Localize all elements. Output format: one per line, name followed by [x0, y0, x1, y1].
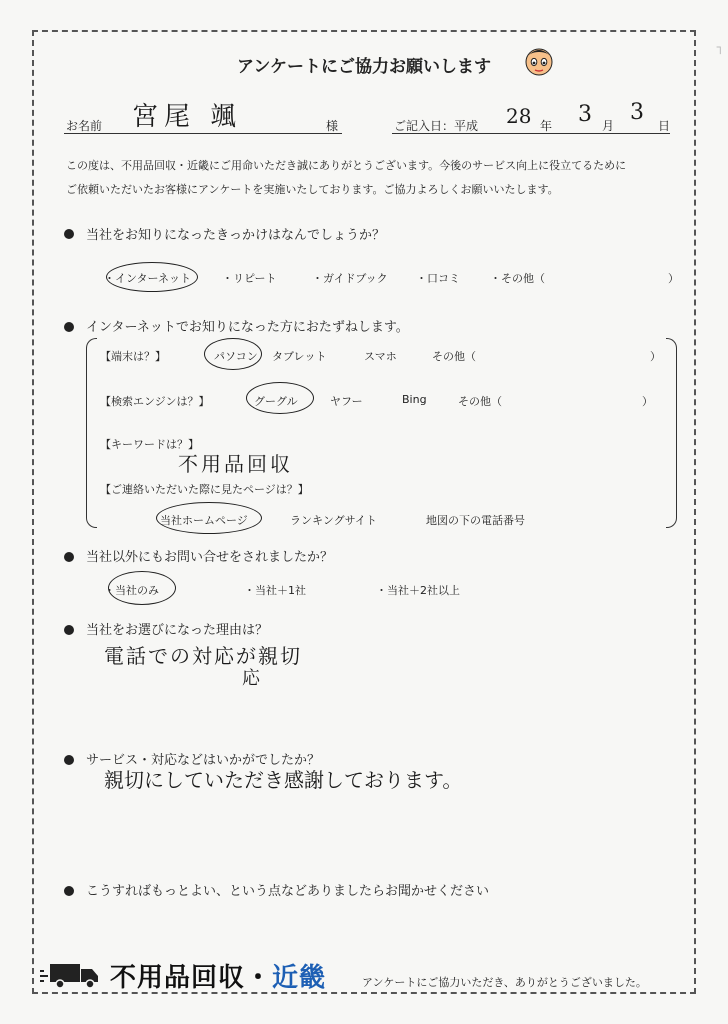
q5-question: サービス・対応などはいかがでしたか？ — [86, 753, 321, 768]
engine-option-other: その他（ — [458, 395, 502, 408]
q1-option-repeat: ・リピート — [222, 272, 277, 285]
selection-circle — [106, 262, 198, 292]
selection-circle — [246, 382, 314, 414]
q1-option-word-of-mouth: ・口コミ — [416, 272, 460, 285]
intro-line-1: この度は、不用品回収・近畿にご用命いただき誠にありがとうございます。今後のサービス向上に役立てるために — [66, 159, 627, 172]
year-value: 28 — [506, 104, 532, 128]
intro-line-2: ご依頼いただいたお客様にアンケートを実施いたしております。ご協力よろしくお願いいたします。 — [66, 183, 559, 196]
q5-answer: 親切にしていただき感謝しております。 — [104, 768, 463, 792]
q3-option-plus-two: ・当社＋2社以上 — [376, 584, 460, 597]
engine-option-bing: Bing — [402, 393, 427, 406]
bullet — [64, 322, 74, 332]
brand-kinki: 近畿 — [272, 963, 327, 993]
date-label: ご記入日：平成 — [394, 119, 479, 133]
bullet — [64, 886, 74, 896]
q3-option-plus-one: ・当社＋1社 — [244, 584, 306, 597]
device-label: 【端末は？】 — [100, 350, 166, 363]
mascot-face-icon — [522, 44, 556, 78]
q1-option-other-close: ） — [668, 272, 679, 285]
honorific: 様 — [326, 119, 339, 133]
engine-label: 【検索エンジンは？】 — [100, 395, 210, 408]
q1-option-guidebook: ・ガイドブック — [312, 272, 388, 285]
day-value: 3 — [630, 100, 644, 125]
engine-option-other-close: ） — [642, 395, 653, 408]
selection-circle — [156, 502, 262, 534]
month-unit: 月 — [602, 119, 615, 133]
selection-circle — [204, 338, 262, 370]
bullet — [64, 229, 74, 239]
device-option-smartphone: スマホ — [364, 350, 397, 363]
bleed-mark: ┐ — [716, 40, 724, 54]
keyword-value: 不用品回収 — [178, 452, 293, 476]
page-title: アンケートにご協力お願いします — [237, 57, 491, 77]
device-option-other-close: ） — [650, 350, 661, 363]
q4-answer: 電話での対応が親切 — [104, 644, 302, 668]
page-option-ranking: ランキングサイト — [290, 514, 377, 527]
bracket-right — [666, 338, 677, 528]
engine-option-yahoo: ヤフー — [330, 395, 363, 408]
q6-question: こうすればもっとよい、という点などありましたらお聞かせください — [86, 884, 490, 899]
year-unit: 年 — [540, 119, 553, 133]
engine-option-google: グーグル — [254, 395, 298, 408]
brand-logo — [110, 957, 326, 994]
q3-question: 当社以外にもお問い合せをされましたか？ — [86, 550, 334, 565]
bracket-left — [86, 338, 97, 528]
truck-icon — [40, 960, 102, 990]
page-option-map-phone: 地図の下の電話番号 — [426, 514, 525, 527]
date-underline — [392, 133, 670, 134]
name-value: 宮尾 颯 — [132, 102, 243, 132]
q4-question: 当社をお選びになった理由は？ — [86, 623, 269, 638]
q2-question: インターネットでお知りになった方におたずねします。 — [86, 320, 409, 335]
q4-answer-correction: 応 — [242, 668, 260, 689]
q1-option-internet: ・インターネット — [104, 272, 192, 285]
name-label: お名前 — [66, 119, 103, 133]
q1-question: 当社をお知りになったきっかけはなんでしょうか？ — [86, 228, 386, 243]
device-option-pc: パソコン — [214, 350, 258, 363]
keyword-label: 【キーワードは？】 — [100, 438, 199, 451]
footer-thanks: アンケートにご協力いただき、ありがとうございました。 — [362, 976, 647, 989]
bullet — [64, 755, 74, 765]
name-underline — [64, 133, 342, 134]
page-option-homepage: 当社ホームページ — [160, 514, 248, 527]
bullet — [64, 552, 74, 562]
device-option-other: その他（ — [432, 350, 476, 363]
brand-main: 不用品回収・ — [110, 963, 273, 993]
day-unit: 日 — [658, 119, 671, 133]
month-value: 3 — [578, 102, 592, 127]
device-option-tablet: タブレット — [272, 350, 327, 363]
selection-circle — [108, 571, 176, 605]
q3-option-only-us: ・当社のみ — [104, 584, 159, 597]
q1-option-other: ・その他（ — [490, 272, 545, 285]
bullet — [64, 625, 74, 635]
page-label: 【ご連絡いただいた際に見たページは？】 — [100, 483, 309, 496]
